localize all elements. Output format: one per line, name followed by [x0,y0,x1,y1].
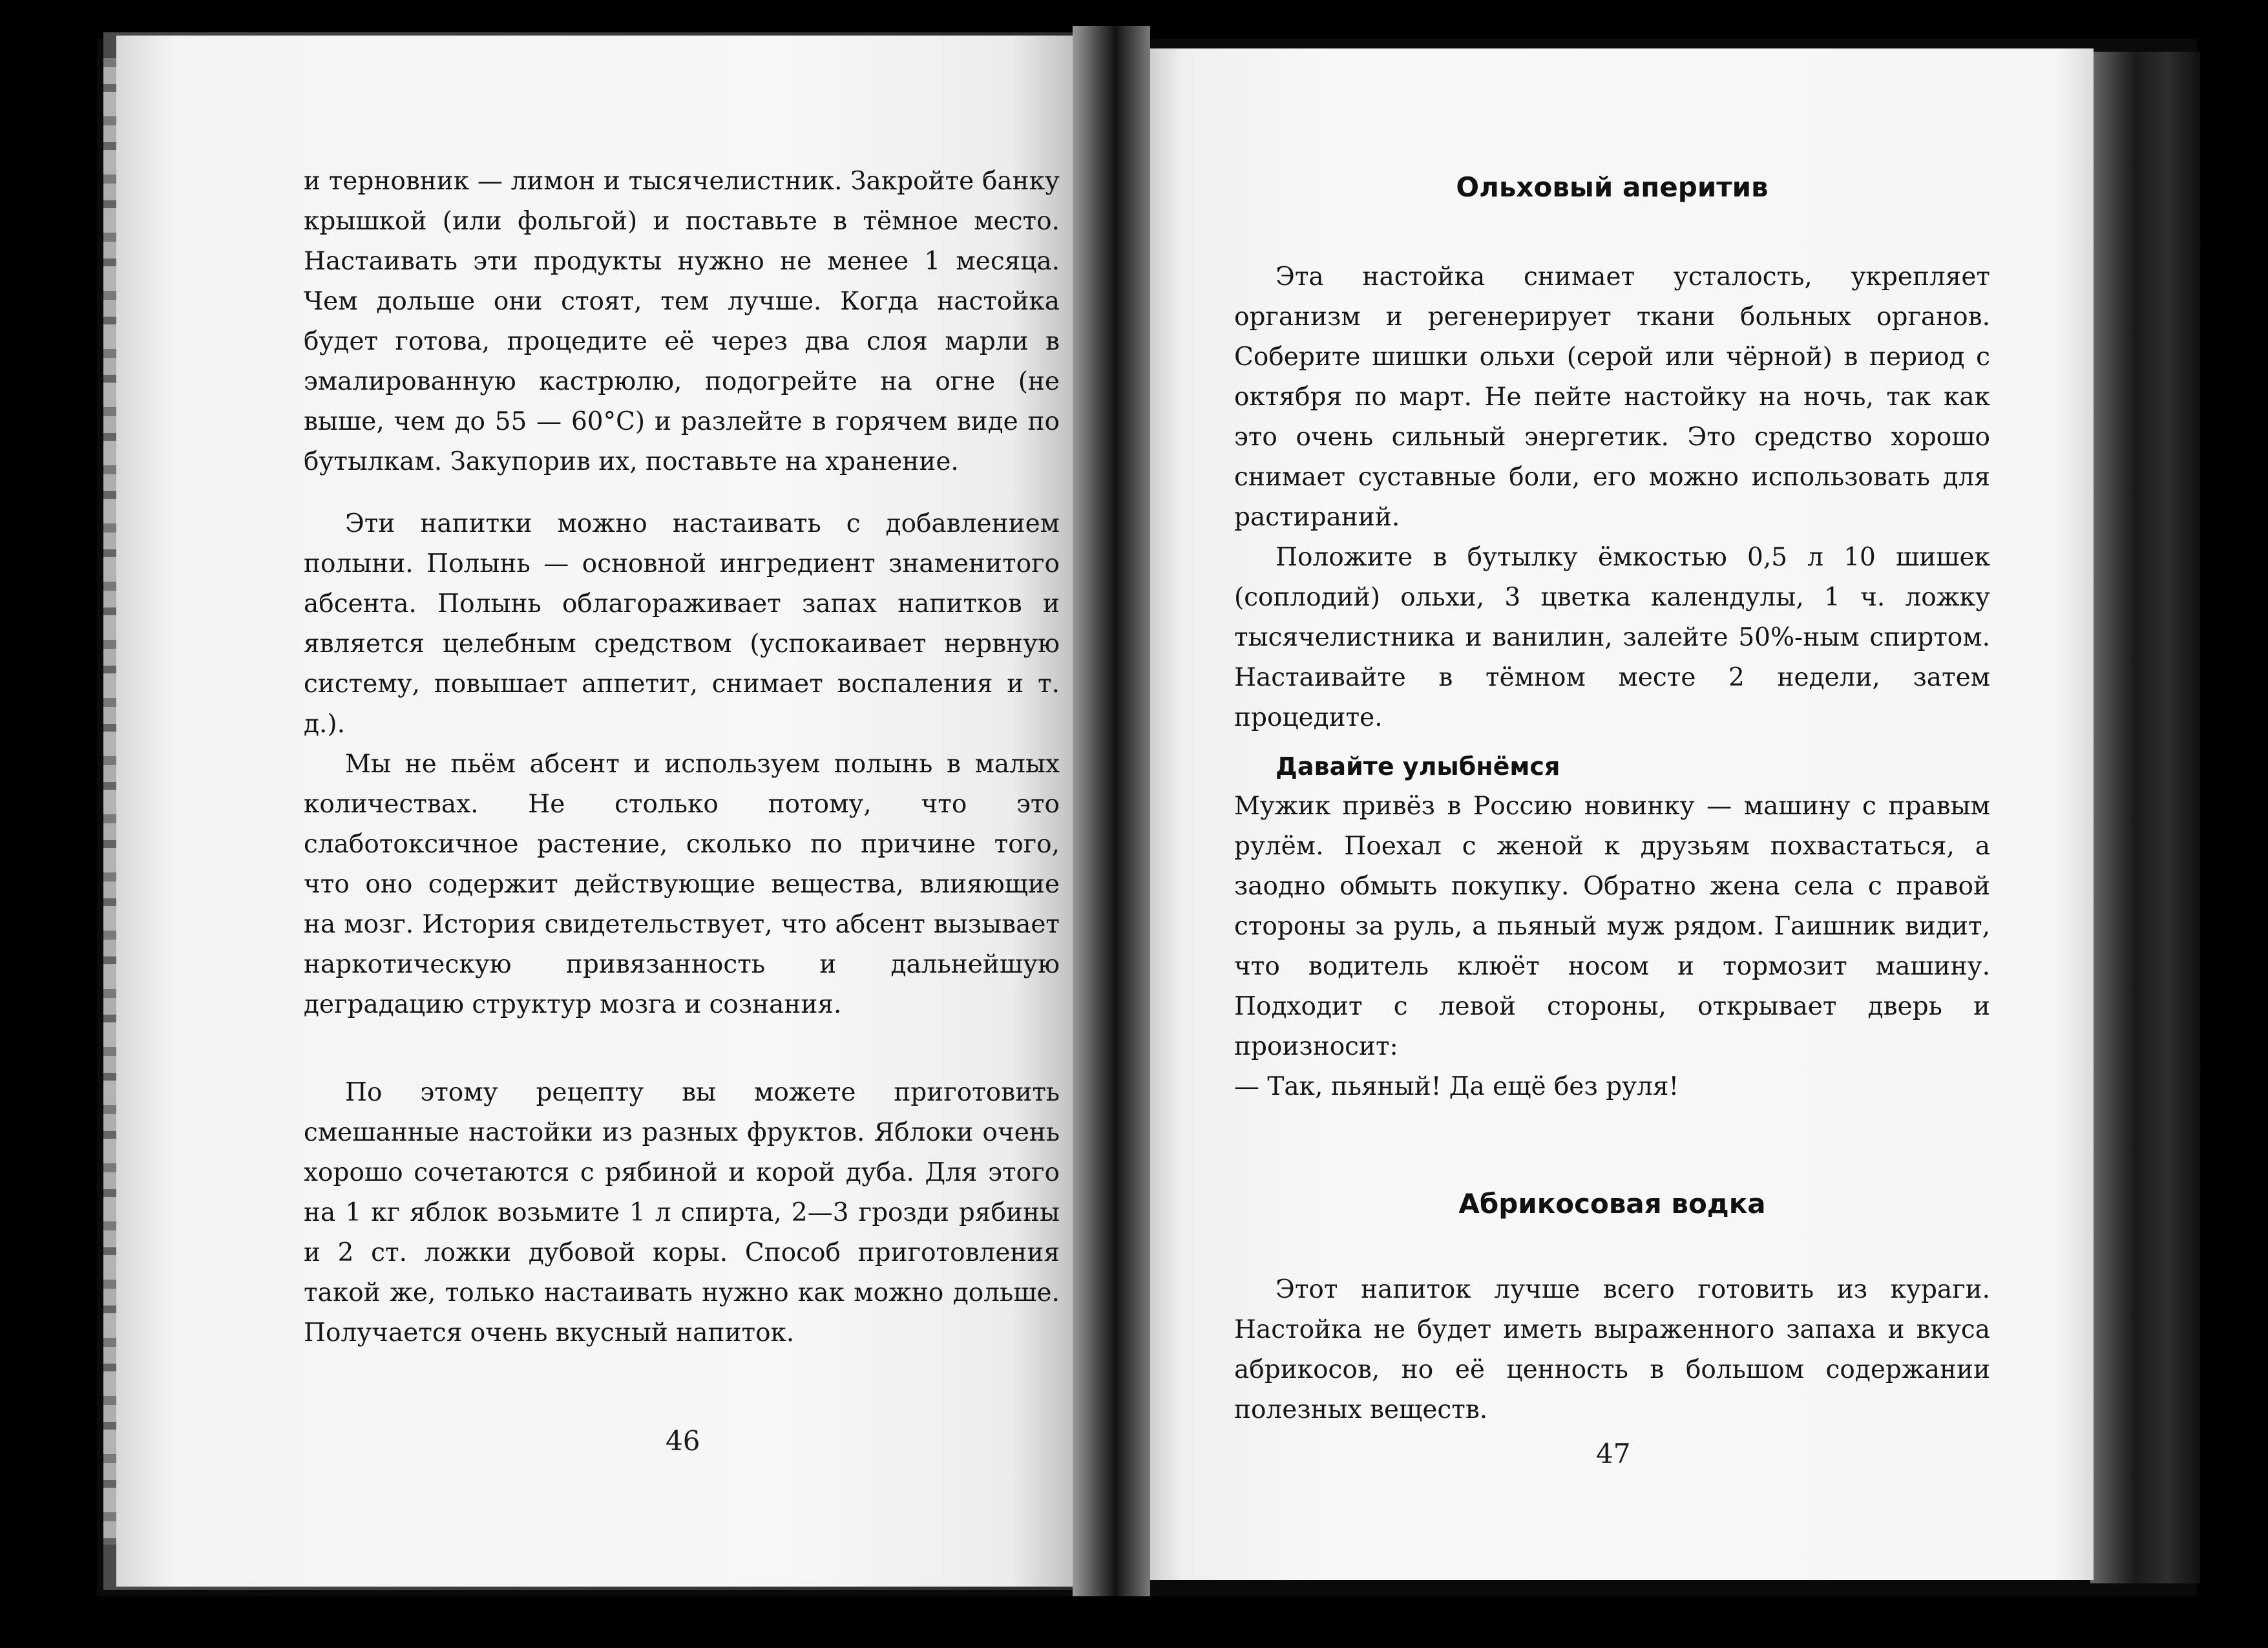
page-number: 47 [1596,1438,1631,1470]
joke-title: Давайте улыбнёмся [1276,752,1560,781]
right-page-section2 [1234,1270,1990,1430]
joke-block [1234,746,1990,1107]
right-page-section1 [1234,257,1990,738]
book-gutter [1073,26,1150,1596]
paragraph: Положите в бутылку ёмкостью 0,5 л 10 шишек (соплодий) ольхи, 3 цветка календулы, 1 ч. ложку тысячелистника и ванилин, залейте 50%-ным спиртом. Настаивайте в тёмном месте 2 недели, затем процедите. [1234,543,1990,732]
paragraph: Этот напиток лучше всего готовить из кураги. Настойка не будет иметь выраженного запаха и вкуса абрикосов, но её ценность в большом содержании полезных веществ. [1234,1275,1990,1424]
paragraph: Эти напитки можно настаивать с добавлением полыни. Полынь — основной ингредиент знаменитого абсента. Полынь облагораживает запах напитков и является целебным средством (успокаивает нервную систему, повышает аппетит, снимает воспаления и т. д.). [304,509,1060,739]
joke-text: Мужик привёз в Россию новинку — машину с правым рулём. Поехал с женой к друзьям похвастаться, а заодно обмыть покупку. Обратно жена села с правой стороны за руль, а пьяный муж рядом. Гаишник видит, что водитель клюёт носом и тормозит машину. Подходит с левой стороны, открывает дверь и произносит: [1234,792,1990,1061]
section-title: Ольховый аперитив [1456,171,1769,203]
paragraph: Мы не пьём абсент и используем полынь в малых количествах. Не столько потому, что это слаботоксичное растение, сколько по причине того, что оно содержит действующие вещества, влияющие на мозг. История свидетельствует, что абсент вызывает наркотическую привязанность и дальнейшую деградацию структур мозга и сознания. [304,750,1060,1019]
paragraph: По этому рецепту вы можете приготовить смешанные настойки из разных фруктов. Яблоки очень хорошо сочетаются с рябиной и корой дуба. Для этого на 1 кг яблок возьмите 1 л спирта, 2—3 грозди рябины и 2 ст. ложки дубовой коры. Способ приготовления такой же, только настаивать нужно как можно дольше. Получается очень вкусный напиток. [304,1078,1060,1347]
book-cover-right-edge [2090,52,2200,1583]
page-number: 46 [666,1425,700,1457]
section-title: Абрикосовая водка [1458,1188,1766,1220]
paragraph: Эта настойка снимает усталость, укрепляет организм и регенерирует ткани больных органов. Соберите шишки ольхи (серой или чёрной) в период с октября по март. Не пейте настойку на ночь, так как это очень сильный энергетик. Это средство хорошо снимает суставные боли, его можно использовать для растираний. [1234,262,1990,532]
joke-punchline: — Так, пьяный! Да ещё без руля! [1234,1072,1679,1101]
paragraph: и терновник — лимон и тысячелистник. Закройте банку крышкой (или фольгой) и поставьте в тёмное место. Настаивать эти продукты нужно не менее 1 месяца. Чем дольше они стоят, тем лучше. Когда настойка будет готова, процедите её через два слоя марли в эмалированную кастрюлю, подогрейте на огне (не выше, чем до 55 — 60°С) и разлейте в горячем виде по бутылкам. Закупорив их, поставьте на хранение. [304,167,1060,476]
left-page-text [304,162,1060,1353]
